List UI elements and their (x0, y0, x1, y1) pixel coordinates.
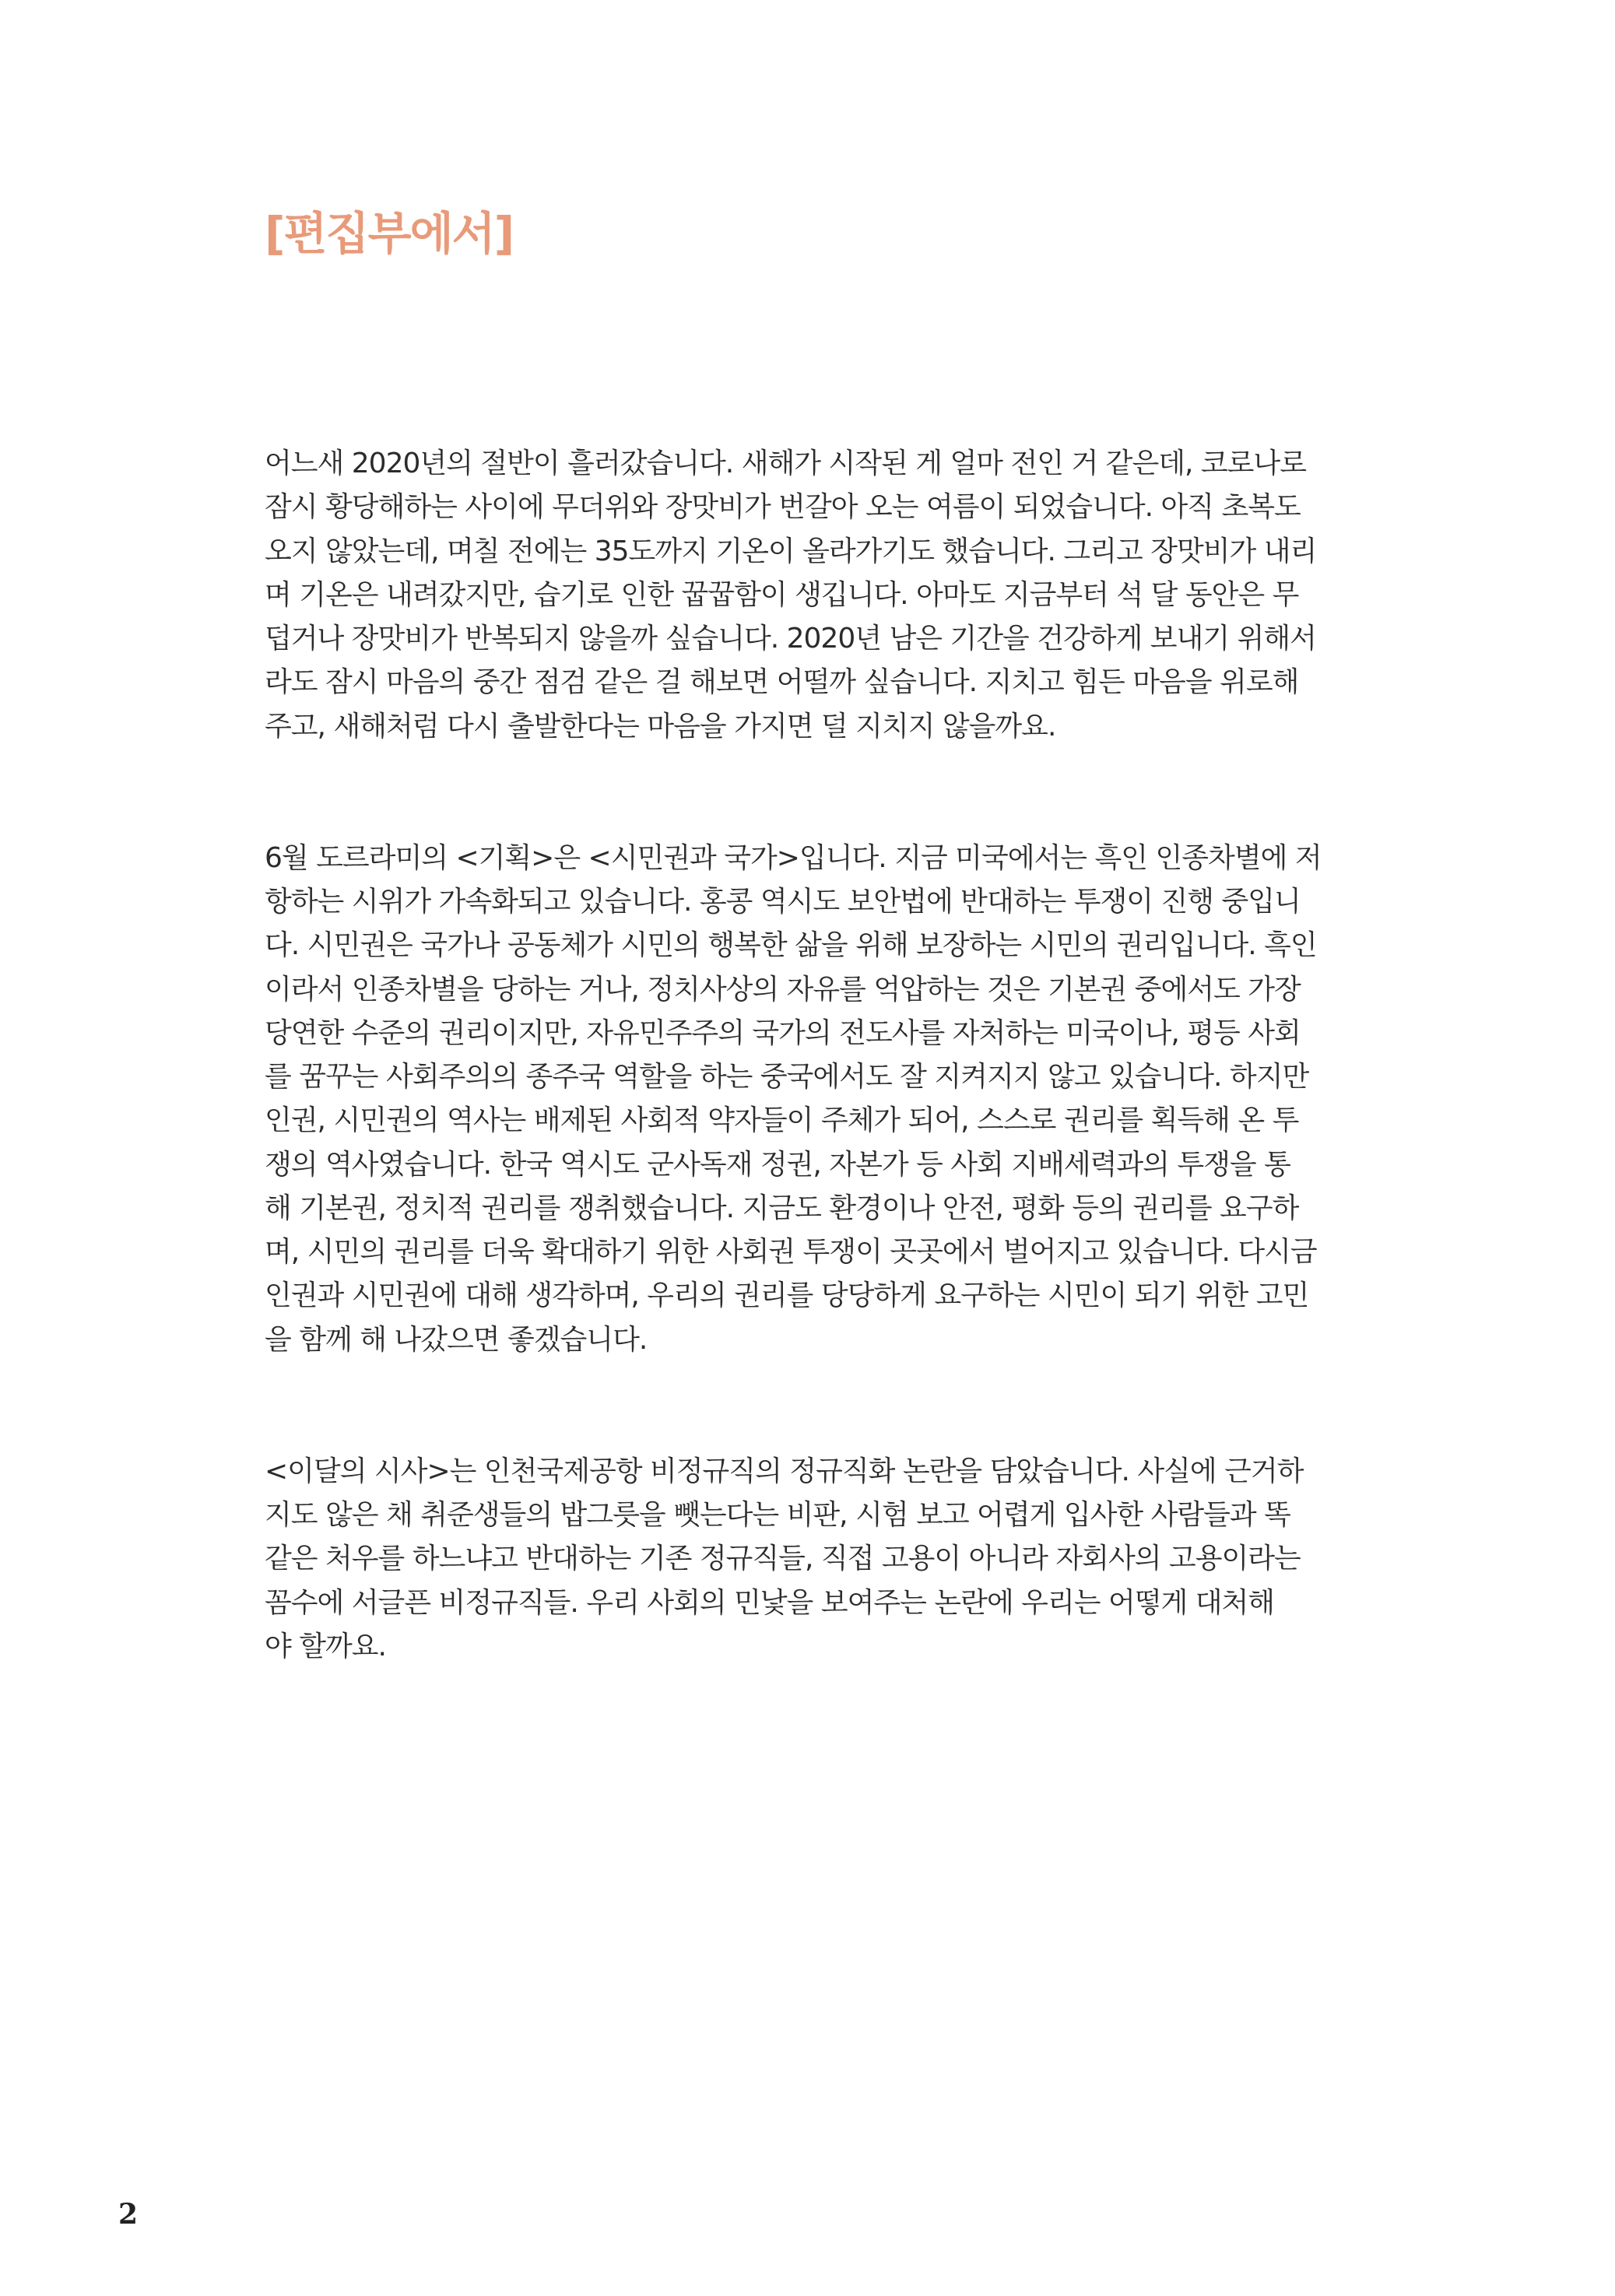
editorial-body (265, 442, 1393, 1757)
text-line: 오지 않았는데, 며칠 전에는 35도까지 기온이 올라가기도 했습니다. 그리고 장맛비가 내리 (265, 535, 1317, 567)
text-line: 해 기본권, 정치적 권리를 쟁취했습니다. 지금도 환경이나 안전, 평화 등의 권리를 요구하 (265, 1192, 1299, 1224)
text-line: 인권, 시민권의 역사는 배제된 사회적 약자들이 주체가 되어, 스스로 권리를 획득해 온 투 (265, 1104, 1299, 1137)
paragraph (265, 442, 1393, 749)
text-line: 라도 잠시 마음의 중간 점검 같은 걸 해보면 어떨까 싶습니다. 지치고 힘든 마음을 위로해 (265, 666, 1299, 699)
text-line: 쟁의 역사였습니다. 한국 역시도 군사독재 정권, 자본가 등 사회 지배세력과의 투쟁을 통 (265, 1148, 1290, 1181)
text-line: <이달의 시사>는 인천국제공항 비정규직의 정규직화 논란을 담았습니다. 사실에 근거하 (265, 1455, 1304, 1487)
paragraph (265, 837, 1393, 1362)
text-line: 잠시 황당해하는 사이에 무더위와 장맛비가 번갈아 오는 여름이 되었습니다. 아직 초복도 (265, 491, 1301, 524)
text-line: 며, 시민의 권리를 더욱 확대하기 위한 사회권 투쟁이 곳곳에서 벌어지고 있습니다. 다시금 (265, 1236, 1317, 1268)
page-number: 2 (118, 2198, 139, 2231)
text-line: 지도 않은 채 취준생들의 밥그릇을 뺏는다는 비판, 시험 보고 어렵게 입사한 사람들과 똑 (265, 1499, 1290, 1531)
text-line: 꼼수에 서글픈 비정규직들. 우리 사회의 민낯을 보여주는 논란에 우리는 어떻게 대처해 (265, 1586, 1275, 1619)
text-line: 덥거나 장맛비가 반복되지 않을까 싶습니다. 2020년 남은 기간을 건강하게 보내기 위해서 (265, 623, 1316, 655)
text-line: 를 꿈꾸는 사회주의의 종주국 역할을 하는 중국에서도 잘 지켜지지 않고 있습니다. 하지만 (265, 1061, 1309, 1093)
text-line: 며 기온은 내려갔지만, 습기로 인한 꿉꿉함이 생깁니다. 아마도 지금부터 석 달 동안은 무 (265, 578, 1299, 611)
text-line: 어느새 2020년의 절반이 흘러갔습니다. 새해가 시작된 게 얼마 전인 거 같은데, 코로나로 (265, 448, 1306, 479)
text-line: 인권과 시민권에 대해 생각하며, 우리의 권리를 당당하게 요구하는 시민이 되기 위한 고민 (265, 1280, 1309, 1312)
text-line: 을 함께 해 나갔으면 좋겠습니다. (265, 1323, 648, 1356)
text-line: 이라서 인종차별을 당하는 거나, 정치사상의 자유를 억압하는 것은 기본권 중에서도 가장 (265, 973, 1301, 1006)
paragraph (265, 1450, 1393, 1669)
text-line: 항하는 시위가 가속화되고 있습니다. 홍콩 역시도 보안법에 반대하는 투쟁이 진행 중입니 (265, 886, 1301, 918)
text-line: 같은 처우를 하느냐고 반대하는 기존 정규직들, 직접 고용이 아니라 자회사의 고용이라는 (265, 1543, 1301, 1575)
text-line: 다. 시민권은 국가나 공동체가 시민의 행복한 삶을 위해 보장하는 시민의 권리입니다. 흑인 (265, 929, 1317, 962)
text-line: 6월 도르라미의 <기획>은 <시민권과 국가>입니다. 지금 미국에서는 흑인 인종차별에 저 (265, 841, 1322, 874)
page-title: [편집부에서] (265, 207, 514, 260)
text-line: 야 할까요. (265, 1630, 386, 1662)
text-line: 당연한 수준의 권리이지만, 자유민주주의 국가의 전도사를 자처하는 미국이나, 평등 사회 (265, 1016, 1301, 1049)
text-line: 주고, 새해처럼 다시 출발한다는 마음을 가지면 덜 지치지 않을까요. (265, 710, 1056, 743)
